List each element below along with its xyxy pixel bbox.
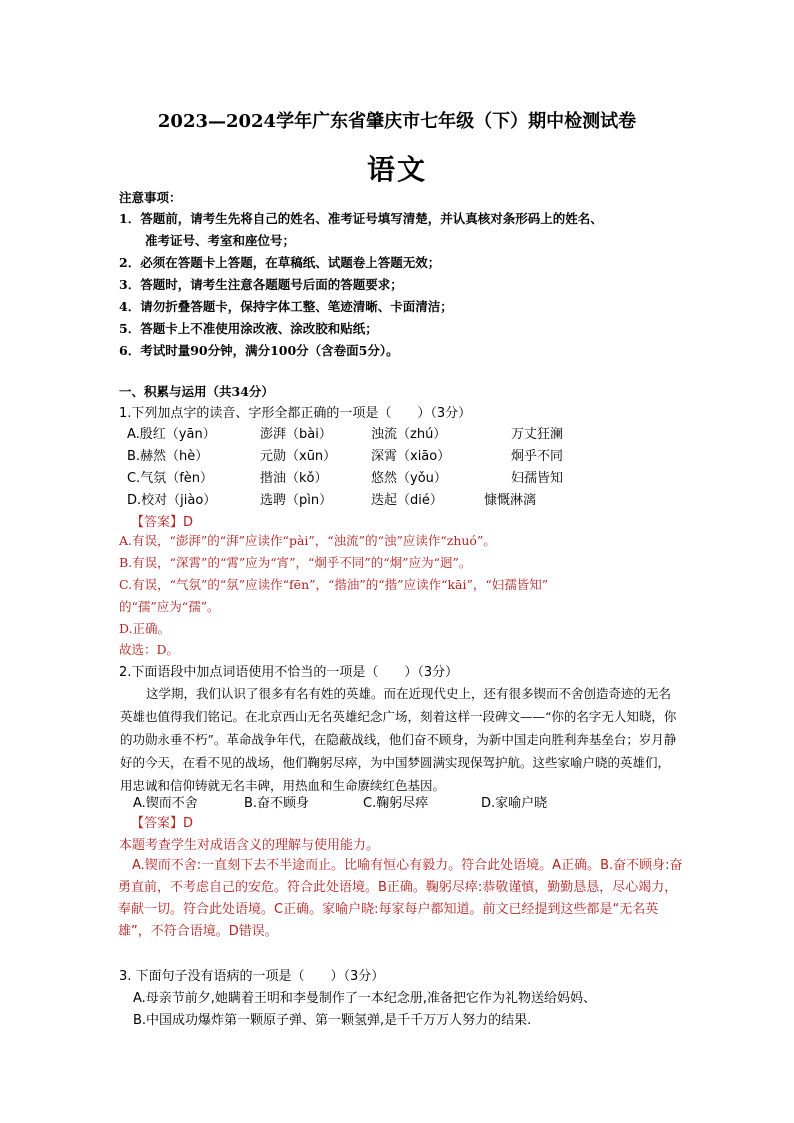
q1-option-b-4: 炯乎不同 xyxy=(511,449,564,464)
q1-option-a-2: 澎湃（bài） xyxy=(260,427,332,442)
q1-option-a-4: 万丈狂澜 xyxy=(511,427,564,442)
q1-option-a-1: A.殷红（yān） xyxy=(127,427,216,442)
note-item: 5．答题卡上不准使用涂改液、涂改胶和贴纸； xyxy=(119,321,378,336)
q1-analysis-d: D.正确。 xyxy=(119,621,171,636)
q1-option-d-1: D.校对（jiào） xyxy=(127,493,217,508)
q1-option-a-3: 浊流（zhú） xyxy=(371,427,447,442)
q1-answer: 【答案】D xyxy=(131,515,194,530)
q1-conclusion: 故选：D。 xyxy=(119,642,180,657)
q2-option-d: D.家喻户晓 xyxy=(481,796,548,811)
q2-option-c: C.鞠躬尽瘁 xyxy=(363,796,429,811)
q1-option-b-2: 元勋（xūn） xyxy=(260,449,337,464)
q1-analysis-c-cont: 的“孺”应为“孺”。 xyxy=(119,599,220,614)
q1-option-d-2: 选聘（pìn） xyxy=(260,493,333,508)
q1-option-c-3: 悠然（yǒu） xyxy=(371,471,447,486)
q1-analysis-b: B.有误，“深霄”的“霄”应为“宵”，“炯乎不同”的“炯”应为“迥”。 xyxy=(119,555,472,570)
notes-heading: 注意事项： xyxy=(119,190,182,205)
q1-stem: 1.下列加点字的读音、字形全都正确的一项是（ ）（3分） xyxy=(119,406,472,421)
note-item: 4．请勿折叠答题卡，保持字体工整、笔迹清晰、卡面清洁； xyxy=(119,299,453,314)
q2-stem: 2.下面语段中加点词语使用不恰当的一项是（ ）（3分） xyxy=(119,665,459,680)
q2-analysis: A.锲而不舍:一直刻下去不半途而止。比喻有恒心有毅力。符合此处语境。A正确。B.奋不顾身:奋勇直前，不考虑自己的安危。符合此处语境。B正确。鞠躬尽瘁:恭敬谨慎，勤勤恳恳，尽心竭力，奉献一切。符合此处语境。C正确。家喻户晓:每家每户都知道。前文已经提到这些都是“无名英雄”，不符合语境。D错误。 xyxy=(118,858,683,939)
q1-option-c-4: 妇孺皆知 xyxy=(511,471,564,486)
note-item: 1．答题前，请考生先将自己的姓名、准考证号填写清楚，并认真核对条形码上的姓名、 xyxy=(119,211,603,226)
q1-option-d-4: 慷慨淋漓 xyxy=(484,493,537,508)
section-heading: 一、积累与运用（共34分） xyxy=(119,384,274,399)
note-item: 6．考试时量90分钟，满分100分（含卷面5分）。 xyxy=(119,343,399,358)
exam-title: 2023—2024学年广东省肇庆市七年级（下）期中检测试卷 xyxy=(157,111,637,132)
q1-option-c-1: C.气氛（fèn） xyxy=(127,471,214,486)
q2-passage: 这学期，我们认识了很多有名有姓的英雄。而在近现代史上，还有很多锲而不舍创造奇迹的无名英雄也值得我们铭记。在北京西山无名英雄纪念广场，刻着这样一段碑文——“你的名字无人知晓，你的功勋永垂不朽”。革命战争年代，在隐蔽战线，他们奋不顾身，为新中国走向胜利奔基垒台；岁月静好的今天，在看不见的战场，他们鞠躬尽瘁，为中国梦圆满实现保驾护航。这些家喻户晓的英雄们，用忠诚和信仰铸就无名丰碑，用热血和生命赓续红色基因。 xyxy=(120,686,677,793)
note-item: 3．答题时，请考生注意各题题号后面的答题要求； xyxy=(119,277,403,292)
subject-title: 语文 xyxy=(366,153,427,186)
q2-answer: 【答案】D xyxy=(131,816,194,831)
q1-analysis-c: C.有误，“气氛”的“氛”应读作“fēn”，“揩油”的“揩”应读作“kāi”，“妇孺皆知” xyxy=(119,577,549,592)
q3-option-b: B.中国成功爆炸第一颗原子弹、第一颗氢弹,是千千万万人努力的结果. xyxy=(133,1013,532,1028)
q1-option-c-2: 揩油（kǒ） xyxy=(260,471,328,486)
note-item: 准考证号、考室和座位号； xyxy=(145,233,296,248)
q3-option-a: A.母亲节前夕,她瞒着王明和李曼制作了一本纪念册,准备把它作为礼物送给妈妈、 xyxy=(133,991,597,1006)
q2-option-b: B.奋不顾身 xyxy=(244,796,310,811)
q2-intro: 本题考查学生对成语含义的理解与使用能力。 xyxy=(119,838,380,853)
q3-stem: 3. 下面句子没有语病的一项是（ ）（3分） xyxy=(119,969,385,984)
q2-option-a: A.锲而不舍 xyxy=(133,796,198,811)
q1-analysis-a: A.有误，“澎湃”的“湃”应读作“pài”，“浊流”的“浊”应读作“zhuó”。 xyxy=(119,533,496,548)
q1-option-b-1: B.赫然（hè） xyxy=(127,449,209,464)
note-item: 2．必须在答题卡上答题，在草稿纸、试题卷上答题无效； xyxy=(119,255,441,270)
q1-option-d-3: 迭起（dié） xyxy=(371,493,443,508)
q1-option-b-3: 深霄（xiāo） xyxy=(371,449,451,464)
